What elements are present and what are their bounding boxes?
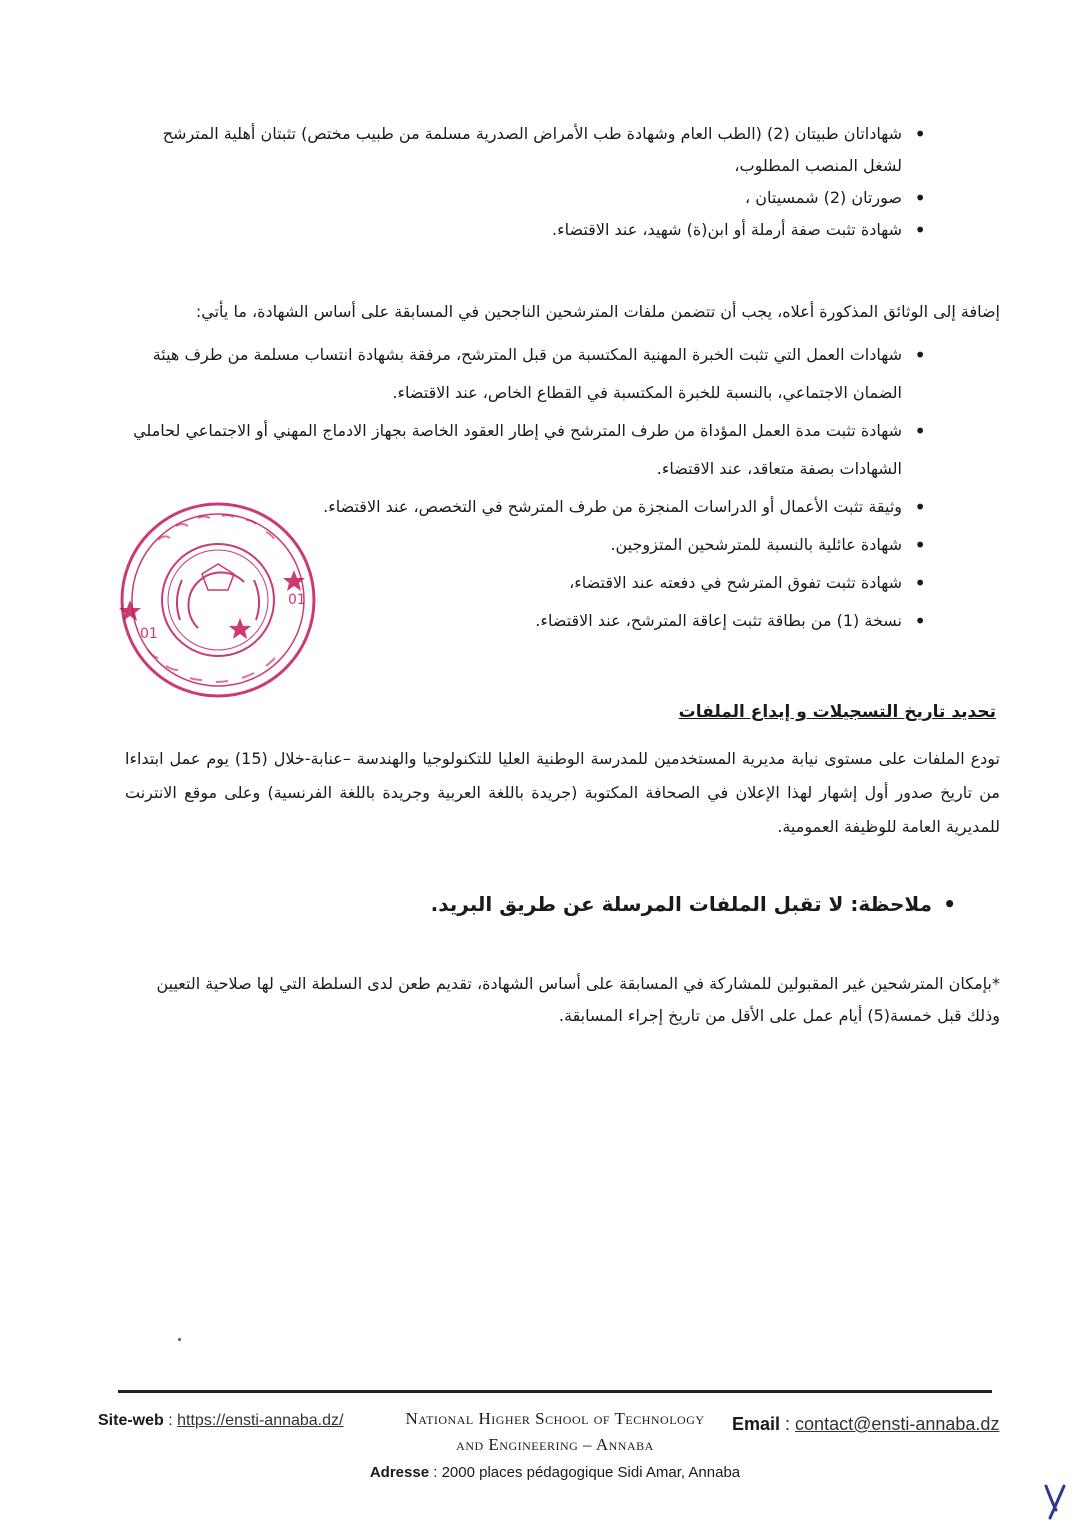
list-item: • شهادة تثبت مدة العمل المؤداة من طرف المترشح في إطار العقود الخاصة بجهاز الادماج المهني أو الاجتماعي لحاملي الشهادات بصفة متعاقد، عند الاقتضاء.: [132, 412, 930, 488]
email-label: Email: [732, 1414, 781, 1434]
svg-text:01: 01: [140, 626, 158, 642]
note: [160, 884, 960, 924]
section-title: تحديد تاريخ التسجيلات و إيداع الملفات: [678, 702, 996, 722]
list-item: • وثيقة تثبت الأعمال أو الدراسات المنجزة من طرف المترشح في التخصص، عند الاقتضاء.: [282, 488, 930, 526]
school-name-line1: National Higher School of Technology: [405, 1409, 705, 1428]
school-name-line2: and Engineering – Annaba: [456, 1435, 654, 1454]
list-item: • شهاداتان طبيتان (2) (الطب العام وشهادة طب الأمراض الصدرية مسلمة من طبيب مختص) تثبتان أهلية المترشح لشغل المنصب المطلوب،: [150, 118, 930, 182]
list-item: • شهادات العمل التي تثبت الخبرة المهنية المكتسبة من قبل المترشح، مرفقة بشهادة انتساب مسلمة من طرف هيئة الضمان الاجتماعي، بالنسبة للخبرة المكتسبة في القطاع الخاص، عند الاقتضاء.: [132, 336, 930, 412]
stray-dot: [178, 1338, 181, 1341]
footer-divider: [118, 1390, 992, 1393]
list-item: • شهادة عائلية بالنسبة للمترشحين المتزوجين.: [282, 526, 930, 564]
additional-documents-intro: إضافة إلى الوثائق المذكورة أعلاه، يجب أن تتضمن ملفات المترشحين الناجحين في المسابقة على أساس الشهادة، ما يأتي:: [195, 302, 1000, 321]
appeal-paragraph: *بإمكان المترشحين غير المقبولين للمشاركة في المسابقة على أساس الشهادة، تقديم طعن لدى السلطة التي لها صلاحية التعيين وذلك قبل خمسة(5) أيام عمل على الأقل من تاريخ إجراء المسابقة.: [156, 974, 1000, 1025]
deposit-paragraph: تودع الملفات على مستوى نيابة مديرية المستخدمين للمدرسة الوطنية العليا للتكنولوجيا والهندسة –عنابة-خلال (15) يوم عمل ابتداءا من تاريخ صدور أول إشهار لهذا الإعلان في الصحافة المكتوبة (جريدة باللغة العربية وجريدة باللغة الفرنسية) وعلى موقع الانترنت للمديرية العامة للوظيفة العمومية.: [125, 749, 1001, 836]
documents-list: [150, 118, 930, 246]
svg-text:01: 01: [288, 592, 306, 608]
list-item: • نسخة (1) من بطاقة تثبت إعاقة المترشح، عند الاقتضاء.: [282, 602, 930, 640]
site-label: Site-web: [98, 1412, 164, 1429]
address-value: 2000 places pédagogique Sidi Amar, Annaba: [441, 1464, 741, 1481]
footer-address: [0, 1464, 1080, 1481]
site-separator: :: [163, 1412, 178, 1429]
footer-school-name: [400, 1406, 710, 1458]
email-separator: :: [780, 1414, 796, 1434]
list-item: • صورتان (2) شمسيتان ،: [150, 182, 930, 214]
note-text: • ملاحظة: لا تقبل الملفات المرسلة عن طريق البريد.: [160, 884, 960, 924]
email-link[interactable]: contact@ensti-annaba.dz: [795, 1414, 1000, 1434]
list-item: • شهادة تثبت صفة أرملة أو ابن(ة) شهيد، عند الاقتضاء.: [150, 214, 930, 246]
official-stamp: [118, 500, 318, 700]
address-separator: :: [429, 1464, 442, 1481]
site-link[interactable]: https://ensti-annaba.dz/: [177, 1412, 344, 1429]
handwritten-mark: [1040, 1480, 1070, 1520]
footer-site: [98, 1412, 343, 1430]
address-label: Adresse: [369, 1464, 430, 1481]
footer-email: [732, 1414, 999, 1435]
list-item: • شهادة تثبت تفوق المترشح في دفعته عند الاقتضاء،: [282, 564, 930, 602]
